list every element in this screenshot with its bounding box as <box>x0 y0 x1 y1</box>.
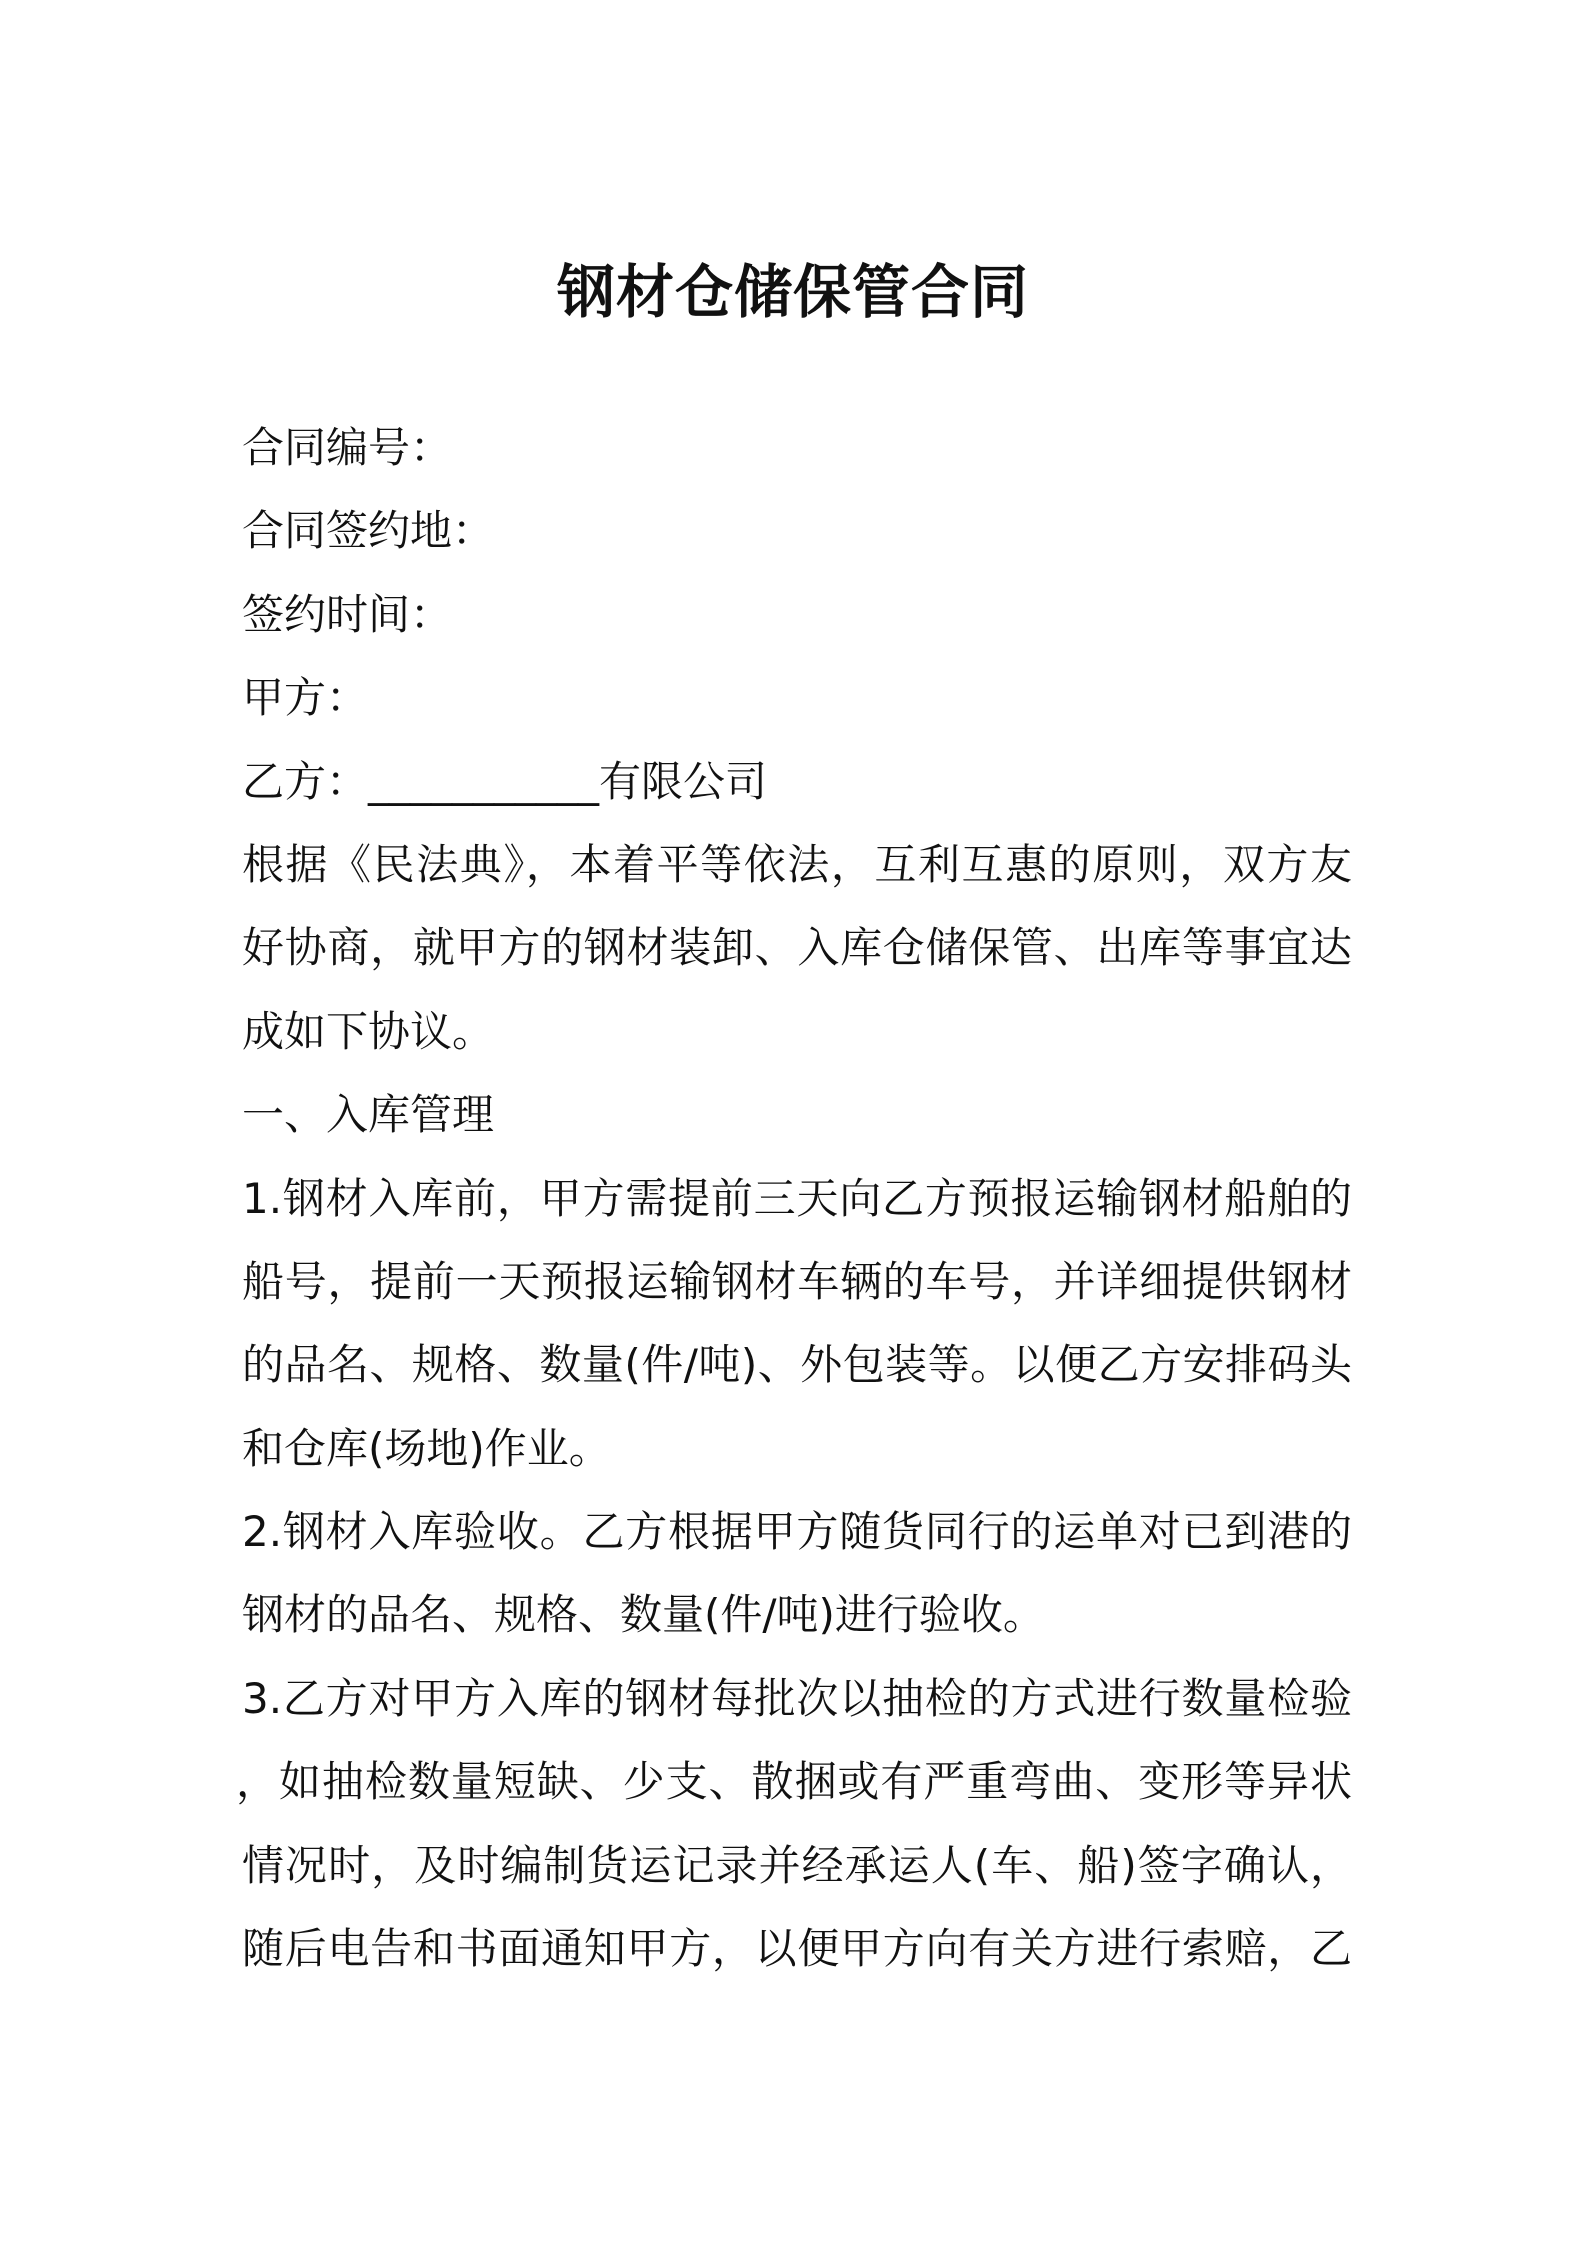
contract-number-line: 合同编号： <box>242 423 453 472</box>
clause-line: 3.乙方对甲方入库的钢材每批次以抽检的方式进行数量检验 <box>242 1673 1352 1723</box>
document-body <box>236 406 1362 1990</box>
clause-line: 1.钢材入库前，甲方需提前三天向乙方预报运输钢材船舶的 <box>242 1173 1352 1223</box>
clause-line: 随后电告和书面通知甲方，以便甲方向有关方进行索赔，乙 <box>242 1924 1352 1974</box>
clause-line: ，如抽检数量短缺、少支、散捆或有严重弯曲、变形等异状 <box>236 1757 1352 1807</box>
preamble-line: 好协商，就甲方的钢材装卸、入库仓储保管、出库等事宜达 <box>242 923 1352 973</box>
document-title: 钢材仓储保管合同 <box>556 258 1029 326</box>
clause-line: 钢材的品名、规格、数量(件/吨)进行验收。 <box>242 1590 1045 1640</box>
clause-line: 的品名、规格、数量(件/吨)、外包装等。以便乙方安排码头 <box>242 1340 1352 1390</box>
party-b-line: 乙方：___________有限公司 <box>242 756 768 806</box>
signing-time-line: 签约时间： <box>242 589 453 639</box>
preamble-line: 根据《民法典》，本着平等依法，互利互惠的原则，双方友 <box>242 839 1352 889</box>
clause-line: 2.钢材入库验收。乙方根据甲方随货同行的运单对已到港的 <box>242 1507 1352 1557</box>
signing-place-line: 合同签约地： <box>242 506 495 556</box>
preamble-line: 成如下协议。 <box>242 1006 495 1056</box>
section-heading: 一、入库管理 <box>242 1090 495 1140</box>
party-a-line: 甲方： <box>242 673 369 723</box>
clause-line: 情况时，及时编制货运记录并经承运人(车、船)签字确认， <box>242 1840 1352 1890</box>
clause-line: 船号，提前一天预报运输钢材车辆的车号，并详细提供钢材 <box>242 1256 1352 1306</box>
clause-line: 和仓库(场地)作业。 <box>242 1423 611 1473</box>
